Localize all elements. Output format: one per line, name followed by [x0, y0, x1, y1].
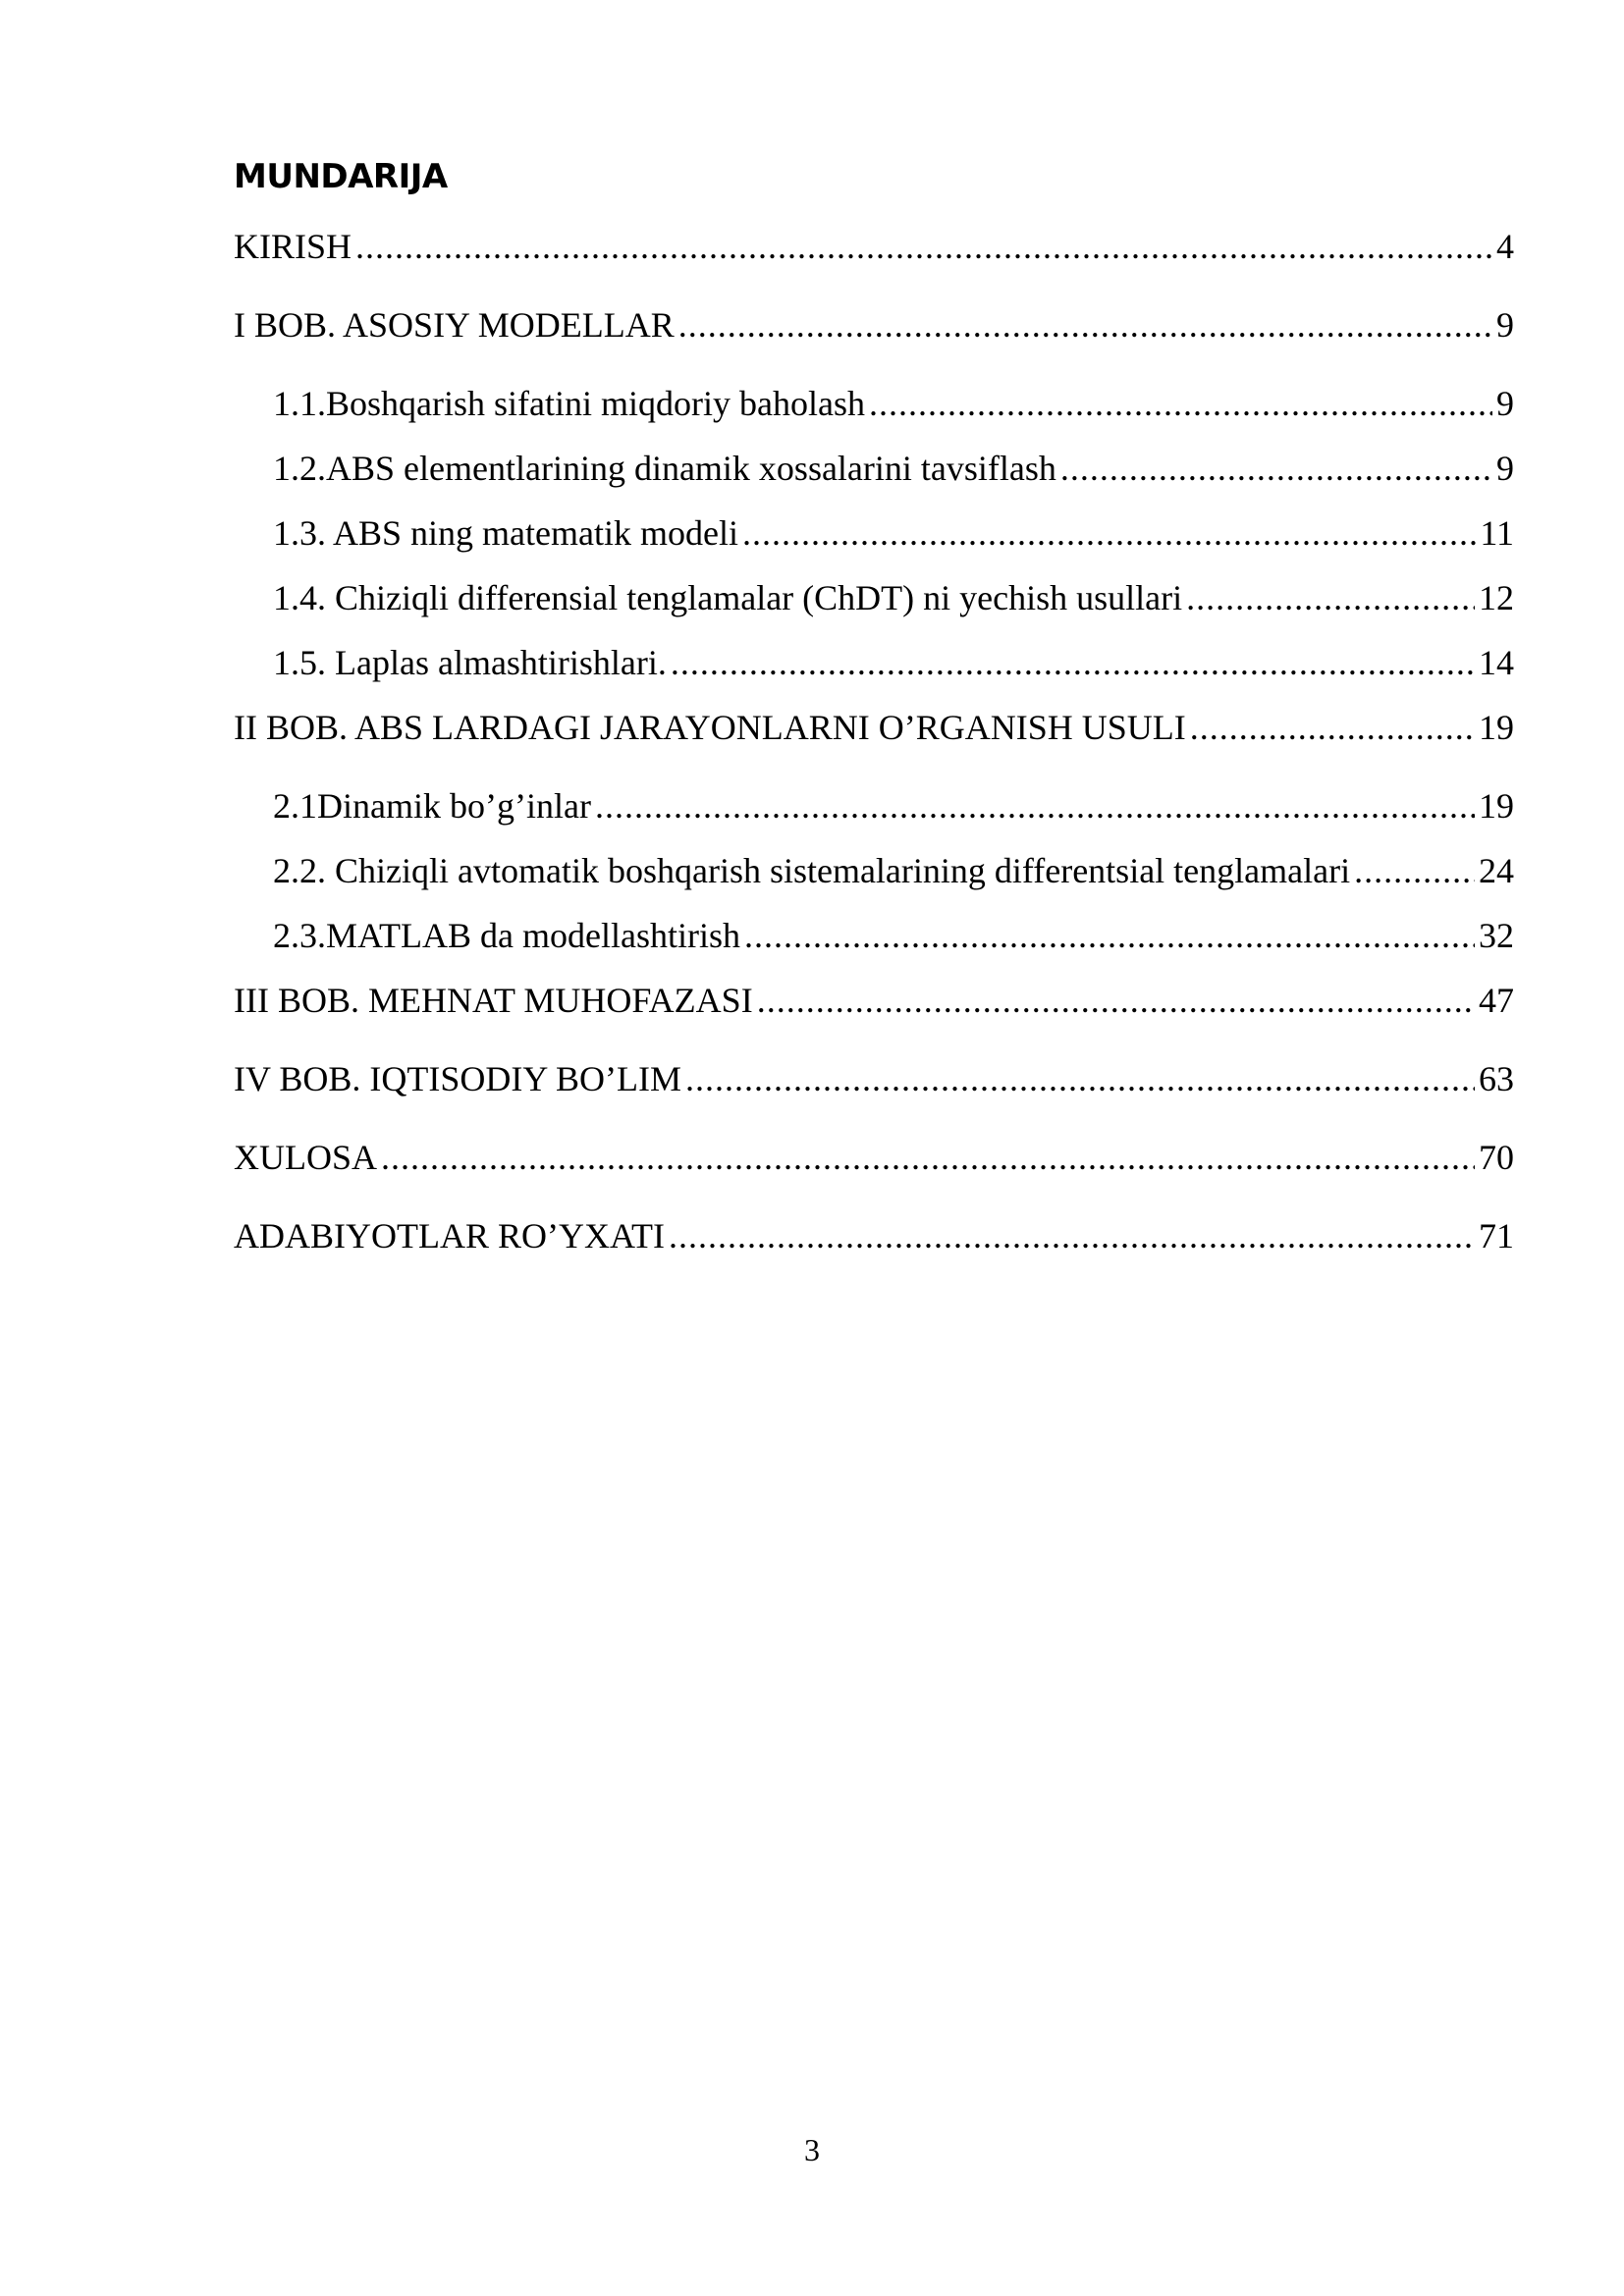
toc-title: MUNDARIJA — [234, 157, 448, 196]
toc-entry-label: III BOB. MEHNAT MUHOFAZASI — [234, 981, 753, 1020]
toc-entry — [234, 1046, 1514, 1125]
toc-entry-page: 63 — [1479, 1059, 1514, 1098]
toc-entry-page: 19 — [1479, 708, 1514, 747]
toc-entry-label: 1.3. ABS ning matematik modeli — [273, 513, 738, 553]
toc-entry-page: 11 — [1480, 513, 1514, 553]
toc-entry-page: 14 — [1479, 643, 1514, 682]
toc-entry — [234, 436, 1514, 501]
toc-entry — [234, 968, 1514, 1046]
toc-entry — [234, 630, 1514, 695]
toc-entry — [234, 903, 1514, 968]
toc-entry — [234, 371, 1514, 436]
toc-entry-label: I BOB. ASOSIY MODELLAR — [234, 305, 675, 345]
toc-entry-page: 9 — [1496, 384, 1514, 423]
toc-entry-label: IV BOB. IQTISODIY BO’LIM — [234, 1059, 681, 1098]
toc-entry-label: 1.1.Boshqarish sifatini miqdoriy baholash — [273, 384, 865, 423]
dot-leader — [744, 903, 1475, 968]
toc-entry — [234, 1203, 1514, 1268]
toc-entry-page: 32 — [1479, 916, 1514, 955]
page-number: 3 — [804, 2132, 820, 2167]
toc-entry — [234, 1125, 1514, 1203]
toc-entry-label: 1.5. Laplas almashtirishlari. — [273, 643, 667, 682]
toc-entry — [234, 565, 1514, 630]
toc-entry — [234, 838, 1514, 903]
toc-entry — [234, 695, 1514, 774]
toc-entry-label: 1.2.ABS elementlarining dinamik xossalarini tavsiflash — [273, 449, 1056, 488]
toc-entry-label: 2.2. Chiziqli avtomatik boshqarish sistemalarining differentsial tenglamalari — [273, 851, 1351, 890]
toc-entry-page: 12 — [1479, 578, 1514, 617]
dot-leader — [1186, 565, 1475, 630]
toc-entry-page: 71 — [1479, 1216, 1514, 1255]
dot-leader — [685, 1046, 1475, 1111]
toc-entry-label: 2.3.MATLAB da modellashtirish — [273, 916, 740, 955]
dot-leader — [1354, 838, 1475, 903]
dot-leader — [381, 1125, 1475, 1190]
toc-entry-page: 70 — [1479, 1138, 1514, 1177]
dot-leader — [595, 774, 1475, 838]
toc-entry-page: 9 — [1496, 305, 1514, 345]
toc-entry — [234, 293, 1514, 371]
dot-leader — [355, 214, 1492, 279]
toc-entry-label: II BOB. ABS LARDAGI JARAYONLARNI O’RGANISH USULI — [234, 708, 1186, 747]
dot-leader — [678, 293, 1492, 357]
toc-entry-label: 1.4. Chiziqli differensial tenglamalar (ChDT) ni yechish usullari — [273, 578, 1183, 617]
toc-entry — [234, 501, 1514, 565]
toc-entry-label: ADABIYOTLAR RO’YXATI — [234, 1216, 665, 1255]
toc-entry-page: 19 — [1479, 786, 1514, 826]
dot-leader — [1060, 436, 1492, 501]
dot-leader — [669, 1203, 1475, 1268]
toc-entry-page: 24 — [1479, 851, 1514, 890]
toc-entry — [234, 214, 1514, 293]
toc-entry-label: 2.1Dinamik bo’g’inlar — [273, 786, 591, 826]
dot-leader — [1190, 695, 1475, 760]
toc-entry-label: KIRISH — [234, 227, 352, 266]
dot-leader — [742, 501, 1476, 565]
dot-leader — [757, 968, 1475, 1033]
toc-entry-page: 9 — [1496, 449, 1514, 488]
dot-leader — [671, 630, 1475, 695]
toc-entry — [234, 774, 1514, 838]
toc-entry-label: XULOSA — [234, 1138, 378, 1177]
toc-entry-page: 4 — [1496, 227, 1514, 266]
dot-leader — [869, 371, 1492, 436]
toc-entry-page: 47 — [1479, 981, 1514, 1020]
table-of-contents — [234, 214, 1514, 1268]
